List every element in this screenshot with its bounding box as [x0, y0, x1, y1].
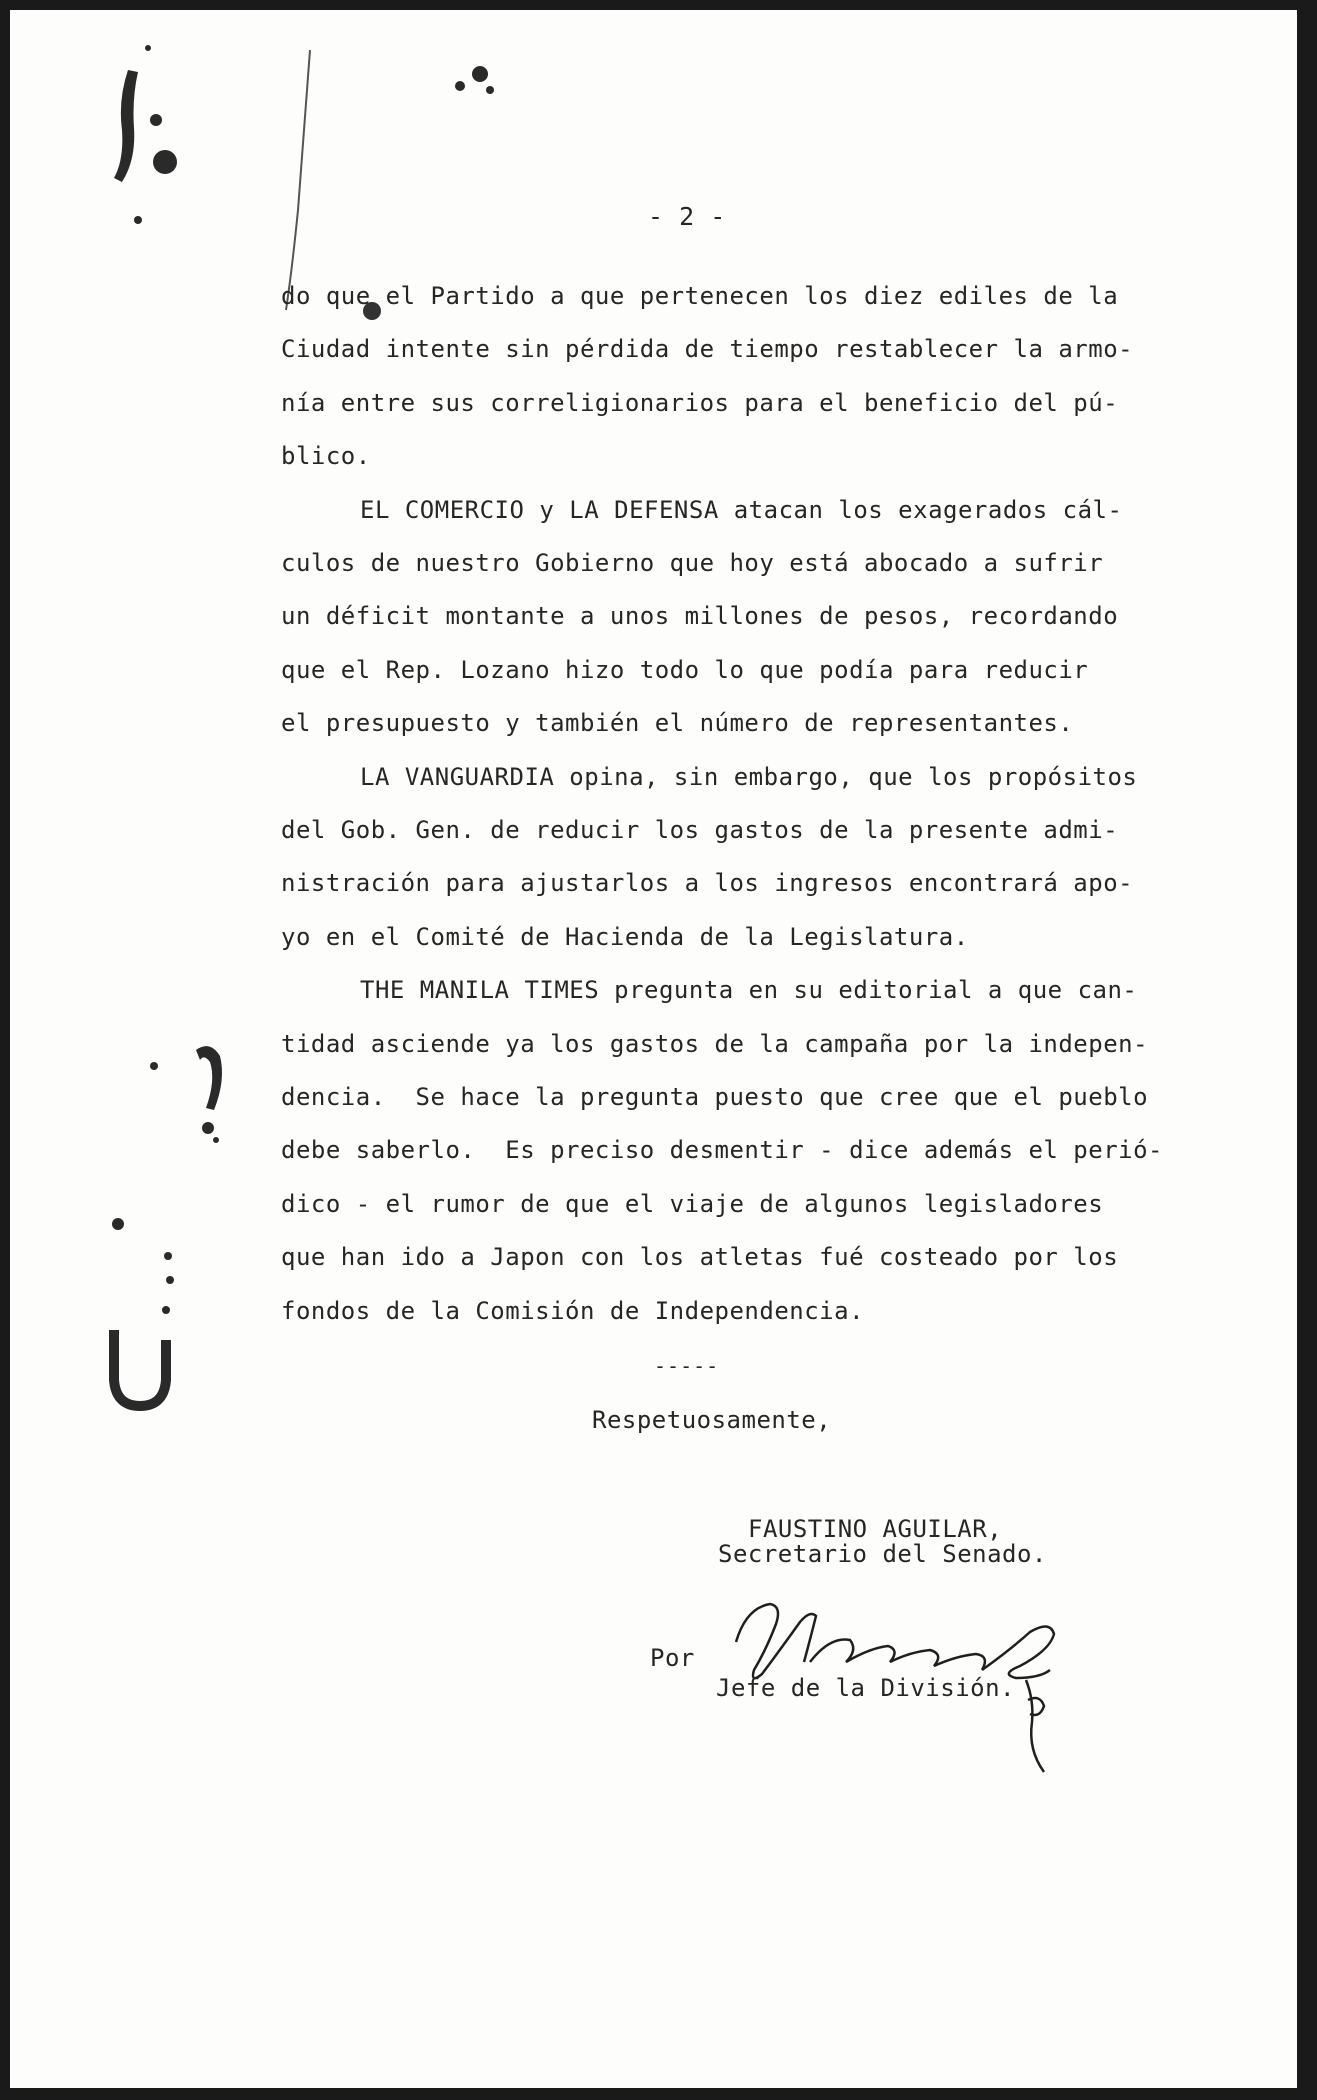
document-page	[10, 10, 1297, 2088]
body-line: LA VANGUARDIA opina, sin embargo, que los propósitos	[360, 762, 1138, 791]
body-line: fondos de la Comisión de Independencia.	[281, 1296, 865, 1325]
body-line: que han ido a Japon con los atletas fué costeado por los	[281, 1243, 1119, 1272]
body-line: que el Rep. Lozano hizo todo lo que podía para reducir	[281, 655, 1089, 684]
body-line: yo en el Comité de Hacienda de la Legislatura.	[281, 922, 969, 951]
signatory-title: Secretario del Senado.	[718, 1540, 1047, 1568]
body-line: un déficit montante a unos millones de pesos, recordando	[281, 602, 1119, 631]
binding-mark-bottom	[114, 1330, 166, 1406]
body-line: tidad asciende ya los gastos de la campaña por la indepen-	[281, 1029, 1149, 1058]
body-line: blico.	[281, 442, 371, 471]
binding-mark-middle	[150, 1046, 222, 1143]
body-line: culos de nuestro Gobierno que hoy está abocado a sufrir	[281, 549, 1104, 577]
body-line: EL COMERCIO y LA DEFENSA atacan los exagerados cál-	[360, 495, 1123, 524]
by-label: Por	[650, 1644, 695, 1672]
body-line: dico - el rumor de que el viaje de algunos legisladores	[281, 1189, 1104, 1218]
body-line: el presupuesto y también el número de representantes.	[281, 709, 1074, 738]
margin-stroke	[286, 50, 310, 310]
body-line: nistración para ajustarlos a los ingresos encontrará apo-	[281, 869, 1134, 898]
body-line: THE MANILA TIMES pregunta en su editorial a que can-	[360, 976, 1138, 1005]
by-title: Jefe de la División.	[716, 1674, 1015, 1702]
page-number: - 2 -	[648, 202, 726, 231]
body-line: dencia. Se hace la pregunta puesto que cree que el pueblo	[281, 1083, 1149, 1111]
body-line: del Gob. Gen. de reducir los gastos de la presente admi-	[281, 816, 1119, 844]
closing-salutation: Respetuosamente,	[592, 1406, 832, 1434]
body-line: do que el Partido a que pertenecen los diez ediles de la	[281, 282, 1119, 310]
section-divider: -----	[654, 1354, 720, 1378]
body-line: debe saberlo. Es preciso desmentir - dice además el perió-	[281, 1136, 1164, 1165]
body-line: Ciudad intente sin pérdida de tiempo restablecer la armo-	[281, 335, 1134, 364]
body-line: nía entre sus correligionarios para el beneficio del pú-	[281, 388, 1119, 417]
signatory-name: FAUSTINO AGUILAR,	[748, 1515, 1003, 1543]
